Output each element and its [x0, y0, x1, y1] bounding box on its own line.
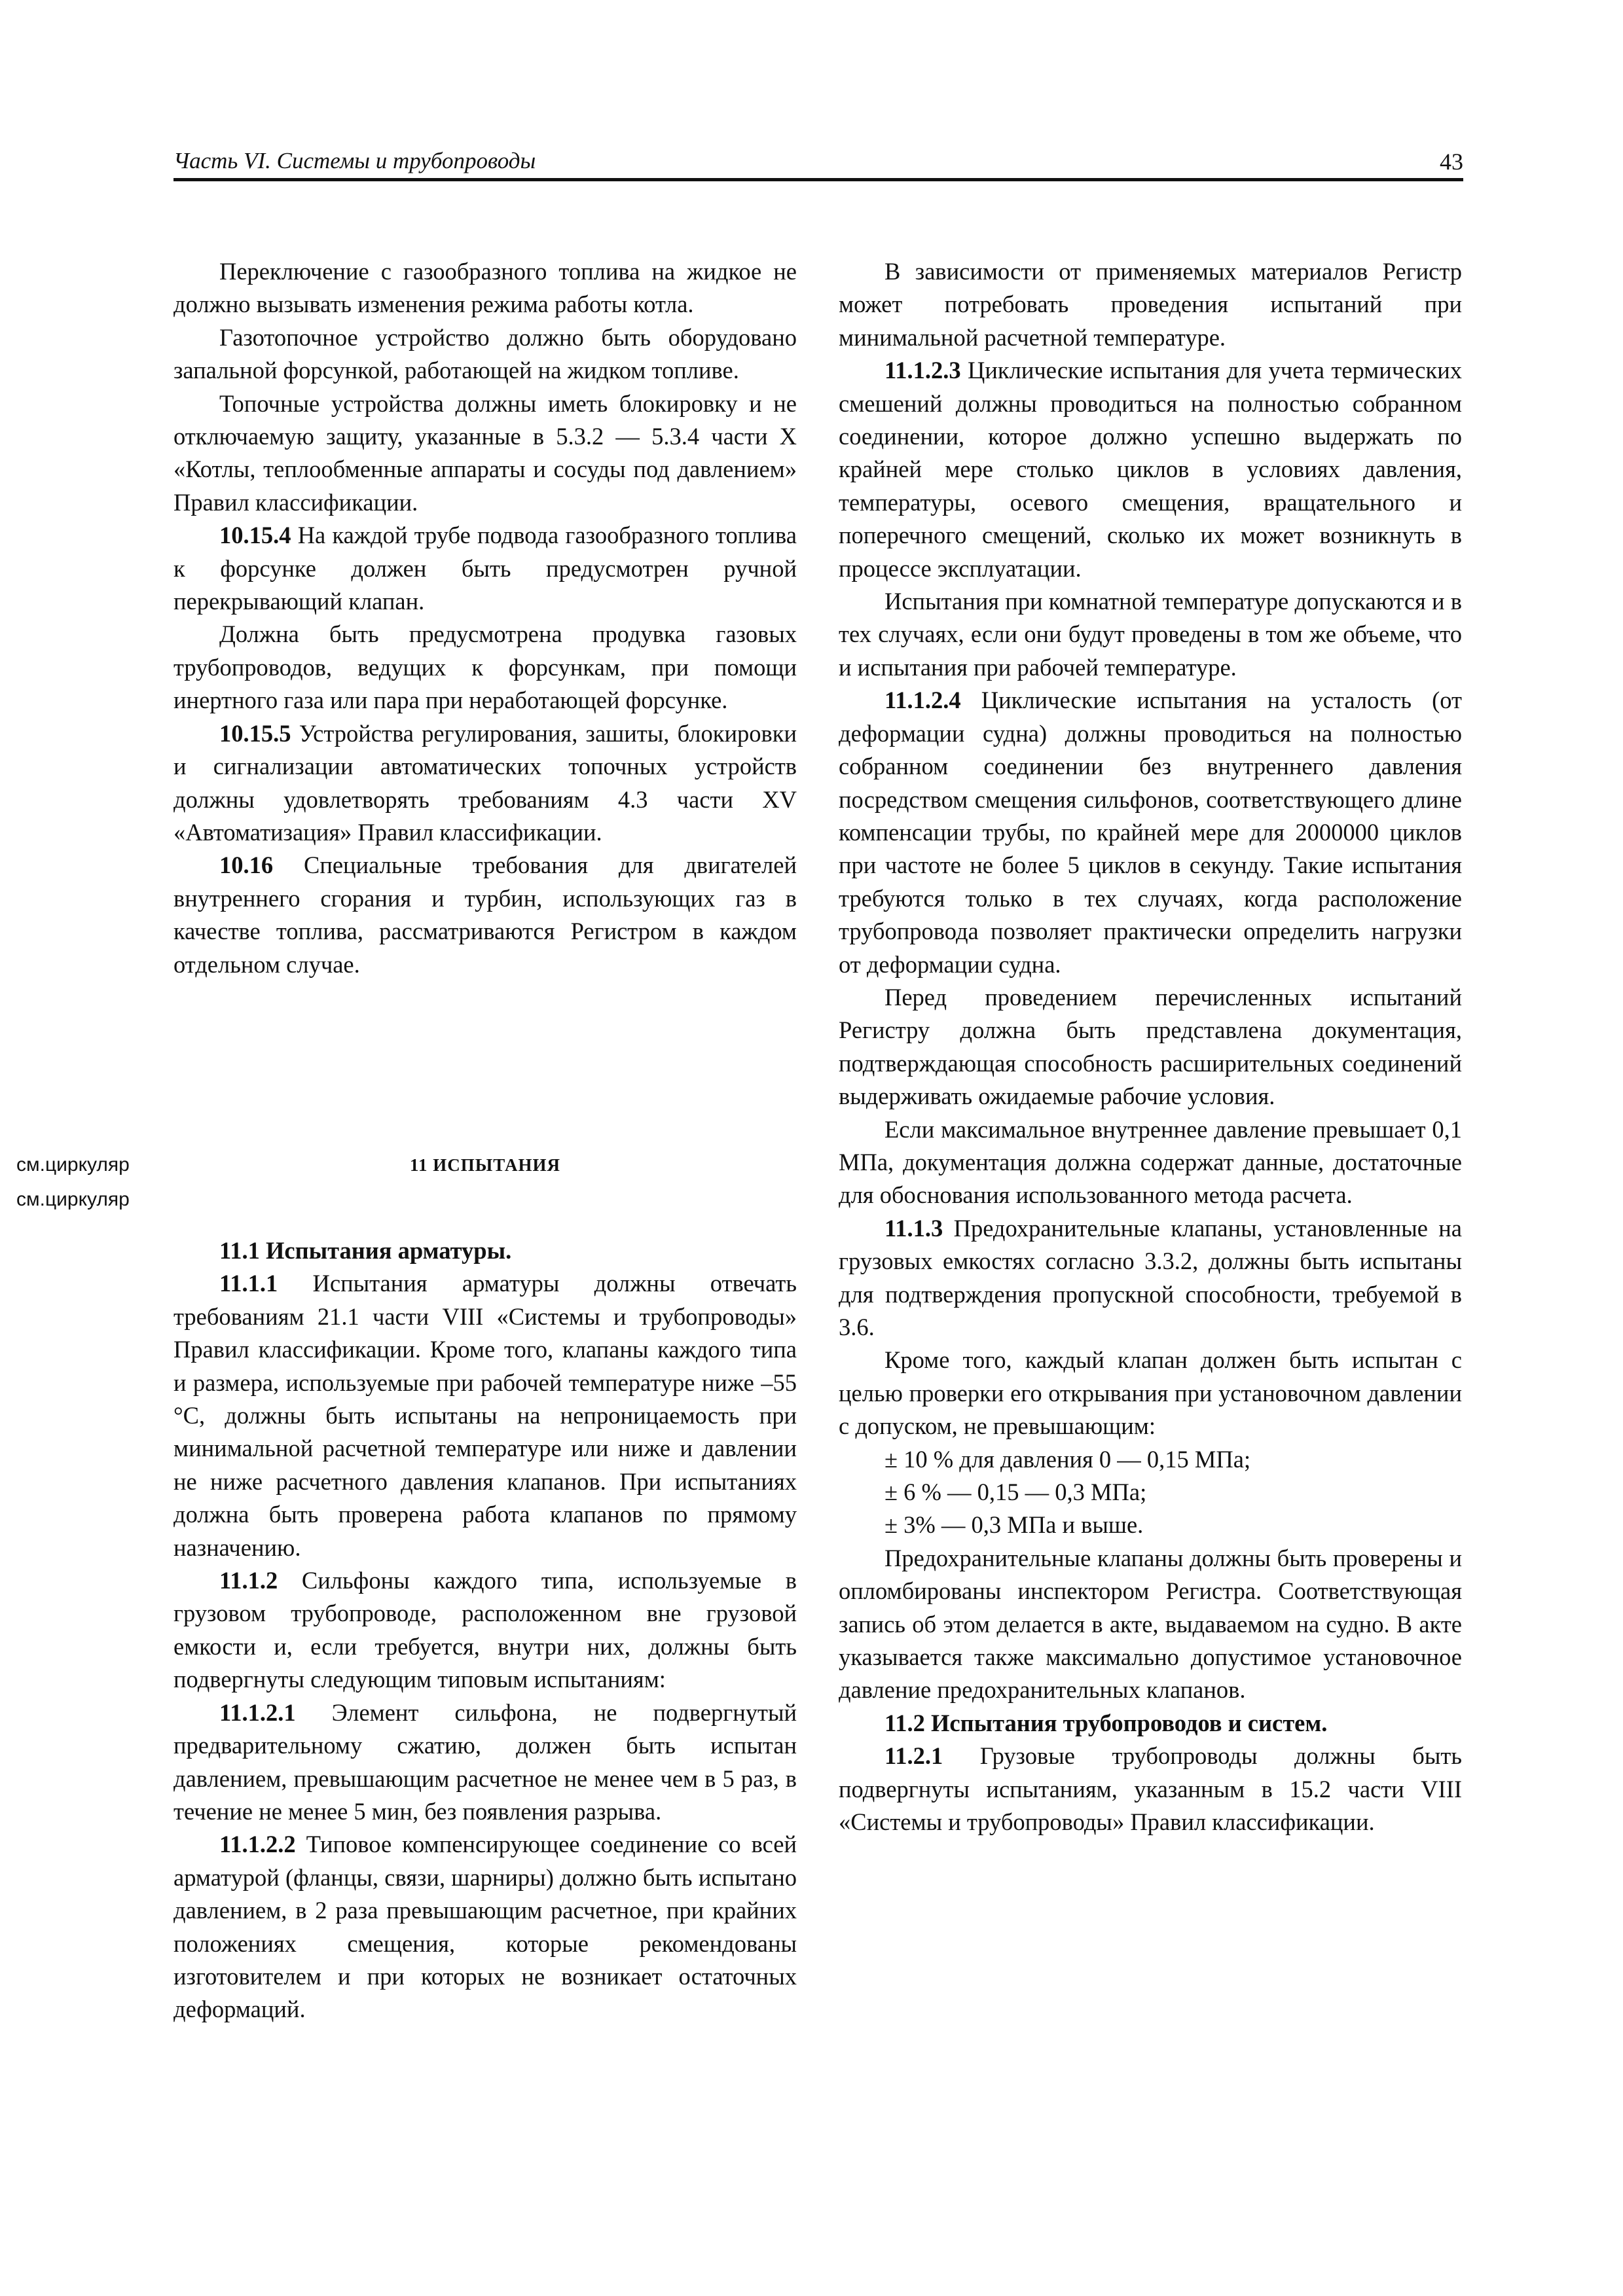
paragraph-text: Газотопочное устройство должно быть оборудовано запальной форсункой, работающей на жидком топливе.	[173, 323, 797, 384]
clause-number: 10.15.4	[219, 522, 291, 549]
paragraph	[173, 1564, 797, 1696]
clause-number: 11.1.3	[884, 1214, 943, 1242]
paragraph	[839, 255, 1462, 354]
paragraph-text: В зависимости от применяемых материалов Регистр может потребовать проведения испытаний при минимальной расчетной температуре.	[839, 258, 1462, 351]
paragraph-text: Перед проведением перечисленных испытаний Регистру должна быть представлена документация, подтверждающая способность расширительных соединений выдерживать ожидаемые рабочие условия.	[839, 983, 1462, 1110]
paragraph-text: Предохранительные клапаны должны быть проверены и опломбированы инспектором Регистра. Соответствующая запись об этом делается в акте, выдаваемом на судно. В акте указывается также максимально допустимое установочное давление предохранительных клапанов.	[839, 1544, 1462, 1704]
paragraph-text: На каждой трубе подвода газообразного топлива к форсунке должен быть предусмотрен ручной перекрывающий клапан.	[173, 522, 797, 615]
paragraph	[839, 354, 1462, 585]
paragraph	[173, 519, 797, 618]
paragraph-text: Циклические испытания на усталость (от деформации судна) должны проводиться на полностью собранном соединении без внутреннего давления посредством смещения сильфонов, соответствующего длине компенсации трубы, по крайней мере для 2000000 циклов при частоте не более 5 циклов в секунду. Такие испытания требуются только в тех случаях, когда расположение трубопровода позволяет практически определить нагрузки от деформации судна.	[839, 687, 1462, 978]
paragraph-text: Элемент сильфона, не подвергнутый предварительному сжатию, должен быть испытан давлением, превышающим расчетное не менее чем в 5 раз, в течение не менее 5 мин, без появления разрыва.	[173, 1698, 797, 1825]
paragraph-text: Должна быть предусмотрена продувка газовых трубопроводов, ведущих к форсункам, при помощи инертного газа или пара при неработающей форсунке.	[173, 620, 797, 714]
paragraph-text: Специальные требования для двигателей внутреннего сгорания и турбин, использующих газ в качестве топлива, рассматриваются Регистром в каждом отдельном случае.	[173, 852, 797, 978]
clause-number: 11.2.1	[884, 1742, 943, 1770]
paragraph	[173, 1828, 797, 2026]
paragraph-text: Сильфоны каждого типа, используемые в грузовом трубопроводе, расположенном вне грузовой емкости и, если требуется, внутри них, должны быть подвергнуты следующим типовым испытаниям:	[173, 1567, 797, 1693]
page-number: 43	[1440, 149, 1463, 175]
paragraph-text: Циклические испытания для учета термических смешений должны проводиться на полностью собранном соединении, которое должно успешно выдержать по крайней мере столько циклов в условиях давления, температуры, осевого смещения, вращательного и поперечного смещений, сколько их может возникнуть в процессе эксплуатации.	[839, 357, 1462, 582]
section-title: 11 ИСПЫТАНИЯ	[410, 1155, 560, 1175]
paragraph	[839, 1113, 1462, 1212]
paragraph	[173, 618, 797, 717]
left-column-upper	[173, 255, 797, 981]
paragraph-text: Грузовые трубопроводы должны быть подвергнуты испытаниям, указанным в 15.2 части VIII «Системы и трубопроводы» Правил классификации.	[839, 1742, 1462, 1836]
paragraph-text: Предохранительные клапаны, установленные на грузовых емкостях согласно 3.3.2, должны быть испытаны для подтверждения пропускной способности, требуемой в 3.6.	[839, 1214, 1462, 1340]
clause-number: 10.16	[219, 852, 274, 879]
header-title: Часть VI. Системы и трубопроводы	[173, 148, 536, 173]
paragraph-text: Переключение с газообразного топлива на жидкое не должно вызывать изменения режима работы котла.	[173, 258, 797, 318]
paragraph	[839, 1344, 1462, 1443]
paragraph-text: Кроме того, каждый клапан должен быть испытан с целью проверки его открывания при установочном давлении с допуском, не превышающим:	[839, 1346, 1462, 1440]
clause-number: 11.1.1	[219, 1270, 278, 1297]
clause-number: 11.1.2.2	[219, 1831, 296, 1858]
running-header	[173, 145, 1463, 181]
paragraph	[839, 1212, 1462, 1344]
clause-number: 10.15.5	[219, 719, 291, 747]
paragraph	[839, 1740, 1462, 1839]
paragraph-text: Типовое компенсирующее соединение со всей арматурой (фланцы, связи, шарниры) должно быть испытано давлением, в 2 раза превышающим расчетное, при крайних положениях смещения, которые рекомендованы изготовителем и при которых не возникает остаточных деформаций.	[173, 1831, 797, 2023]
paragraph-text: Топочные устройства должны иметь блокировку и не отключаемую защиту, указанные в 5.3.2 — 5.3.4 части X «Котлы, теплообменные аппараты и сосуды под давлением» Правил классификации.	[173, 389, 797, 516]
paragraph	[173, 321, 797, 387]
paragraph	[839, 981, 1462, 1113]
left-column-lower	[173, 1234, 797, 2026]
clause-number: 11.1.2.3	[884, 357, 961, 384]
side-note-circular[interactable]: см.циркуляр	[16, 1154, 130, 1175]
paragraph	[173, 1696, 797, 1829]
paragraph-text: Если максимальное внутреннее давление превышает 0,1 МПа, документация должна содержат данные, достаточные для обоснования использованного метода расчета.	[839, 1115, 1462, 1209]
paragraph	[173, 255, 797, 321]
subsection-heading: 11.1 Испытания арматуры.	[219, 1237, 512, 1264]
clause-number: 11.1.2	[219, 1567, 278, 1594]
paragraph-text: Испытания арматуры должны отвечать требованиям 21.1 части VIII «Системы и трубопроводы» Правил классификации. Кроме того, клапаны каждого типа и размера, используемые при рабочей температуре ниже –55 °С, должны быть испытаны на непроницаемость при минимальной расчетной температуре или ниже и давлении не ниже расчетного давления клапанов. При испытаниях должна быть проверена работа клапанов по прямому назначению.	[173, 1270, 797, 1561]
tolerance-item: ± 6 % — 0,15 — 0,3 МПа;	[884, 1479, 1147, 1506]
paragraph	[173, 387, 797, 520]
tolerance-item: ± 10 % для давления 0 — 0,15 МПа;	[884, 1445, 1251, 1473]
paragraph	[839, 684, 1462, 981]
paragraph	[839, 585, 1462, 684]
right-column	[839, 255, 1462, 1839]
subsection-heading: 11.2 Испытания трубопроводов и систем.	[884, 1709, 1328, 1736]
side-note-circular[interactable]: см.циркуляр	[16, 1189, 130, 1210]
paragraph-text: Испытания при комнатной температуре допускаются и в тех случаях, если они будут проведены в том же объеме, что и испытания при рабочей температуре.	[839, 588, 1462, 681]
tolerance-item: ± 3% — 0,3 МПа и выше.	[884, 1511, 1144, 1539]
tolerance-list	[839, 1443, 1462, 1542]
clause-number: 11.1.2.4	[884, 687, 961, 714]
clause-number: 11.1.2.1	[219, 1698, 296, 1726]
paragraph	[173, 717, 797, 850]
paragraph	[839, 1542, 1462, 1707]
paragraph-text: Устройства регулирования, зашиты, блокировки и сигнализации автоматических топочных устройств должны удовлетворять требованиям 4.3 части XV «Автоматизация» Правил классификации.	[173, 719, 797, 846]
paragraph	[173, 849, 797, 981]
paragraph	[173, 1267, 797, 1564]
